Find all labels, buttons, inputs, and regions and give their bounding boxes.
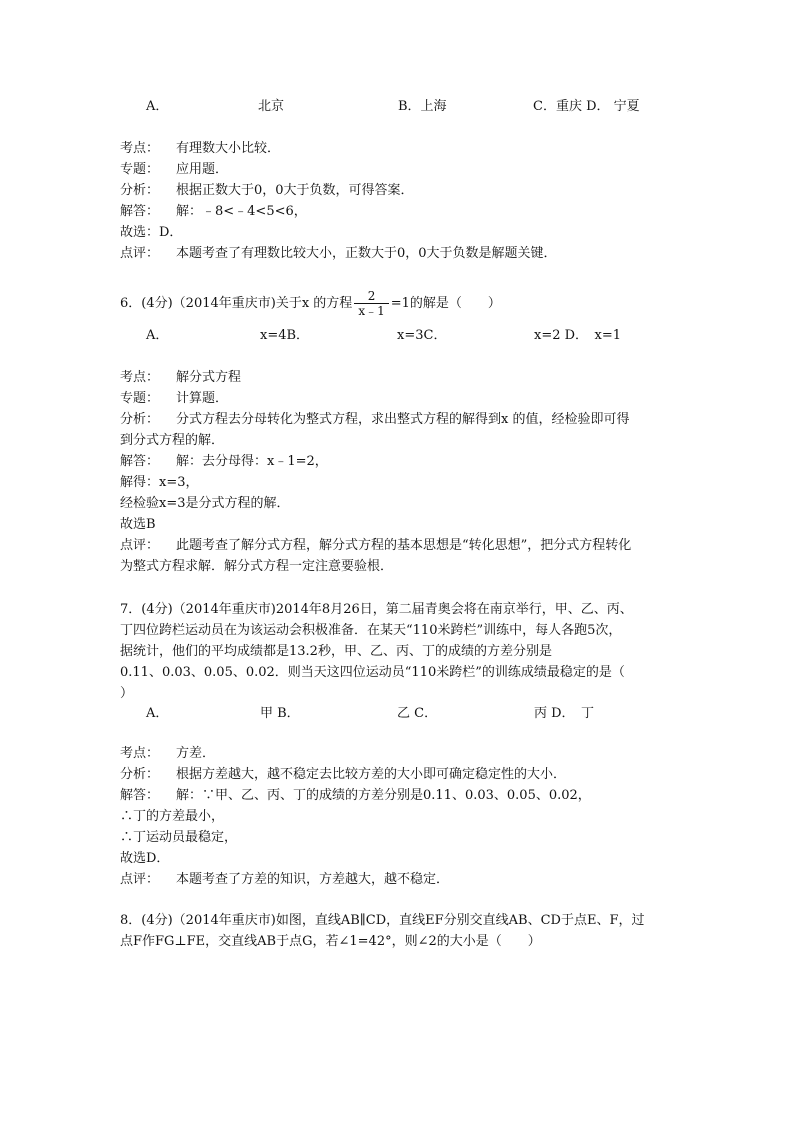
zhuanti-label: 专题： — [120, 162, 160, 177]
q5-option-cd: C．重庆 D． 宁夏 — [533, 99, 640, 114]
q5-kaodian: 考点： 有理数大小比较． — [120, 141, 281, 156]
q6-option-c: x=3C． — [397, 328, 447, 343]
kaodian-label: 考点： — [120, 746, 160, 761]
q6-option-b: x=4B． — [260, 328, 310, 343]
q7-jieda-step3: ∴丁运动员最稳定， — [120, 830, 238, 845]
q7-stem-line2: 丁四位跨栏运动员在为该运动会积极准备．在某天“110米跨栏”训练中，每人各跑5次， — [120, 623, 622, 638]
dianping-label: 点评： — [120, 246, 160, 261]
q6-fenxi: 分析： 分式方程去分母转化为整式方程，求出整式方程的解得到x 的值，经检验即可得 — [120, 412, 630, 427]
q7-stem-line5: ） — [120, 686, 134, 701]
jieda-label: 解答： — [120, 204, 160, 219]
q6-fenxi-cont: 到分式方程的解． — [120, 433, 225, 448]
q6-jieda: 解答： 解：去分母得：x﹣1=2， — [120, 454, 328, 469]
q6-guxuan: 故选B — [120, 517, 156, 532]
q5-dianping: 点评： 本题考查了有理数比较大小，正数大于0，0大于负数是解题关键． — [120, 246, 557, 261]
jieda-label: 解答： — [120, 454, 160, 469]
q5-zhuanti: 专题： 应用题． — [120, 162, 229, 177]
q6-zhuanti: 专题： 计算题． — [120, 391, 229, 406]
q7-stem-line3: 据统计，他们的平均成绩都是13.2秒，甲、乙、丙、丁的成绩的方差分别是 — [120, 644, 552, 659]
q5-jieda: 解答： 解：﹣8<﹣4<5<6， — [120, 204, 307, 219]
q5-option-b: B．上海 — [398, 99, 447, 114]
q7-guxuan: 故选D． — [120, 851, 170, 866]
q5-guxuan: 故选：D． — [120, 225, 183, 240]
kaodian-label: 考点： — [120, 141, 160, 156]
q7-option-c: 乙 C． — [397, 706, 438, 721]
q5-fenxi: 分析： 根据正数大于0，0大于负数，可得答案． — [120, 183, 414, 198]
q7-stem-line1: 7．(4分)（2014年重庆市)2014年8月26日，第二届青奥会将在南京举行，甲、乙、丙、 — [120, 602, 633, 617]
zhuanti-label: 专题： — [120, 391, 160, 406]
q7-option-b: 甲 B． — [260, 706, 300, 721]
fenxi-label: 分析： — [120, 183, 160, 198]
fenxi-label: 分析： — [120, 767, 160, 782]
fenxi-label: 分析： — [120, 412, 160, 427]
q7-option-a: A． — [146, 706, 169, 721]
q5-option-a-letter: A． — [146, 99, 169, 114]
q6-stem: 6．(4分)（2014年重庆市)关于x 的方程 $\frac{2}{x﹣1}$ =1的解是（ ） — [120, 289, 501, 318]
q6-option-d: x=2 D． x=1 — [534, 328, 622, 343]
q6-jieda-step3: 经检验x=3是分式方程的解． — [120, 496, 290, 511]
dianping-label: 点评： — [120, 538, 160, 553]
q7-stem-line4: 0.11、0.03、0.05、0.02．则当天这四位运动员“110米跨栏”的训练成绩最稳定的是（ — [120, 665, 625, 680]
q6-dianping: 点评： 此题考查了解分式方程，解分式方程的基本思想是“转化思想”，把分式方程转化 — [120, 538, 632, 553]
q7-jieda: 解答： 解：∵甲、乙、丙、丁的成绩的方差分别是0.11、0.03、0.05、0.02， — [120, 788, 591, 803]
kaodian-label: 考点： — [120, 370, 160, 385]
q8-stem-line2: 点F作FG⊥FE，交直线AB于点G，若∠1=42°，则∠2的大小是（ ） — [120, 934, 541, 949]
jieda-label: 解答： — [120, 788, 160, 803]
dianping-label: 点评： — [120, 872, 160, 887]
q7-fenxi: 分析： 根据方差越大，越不稳定去比较方差的大小即可确定稳定性的大小． — [120, 767, 567, 782]
q8-stem-line1: 8．(4分)（2014年重庆市)如图，直线AB∥CD，直线EF分别交直线AB、CD于点E、F，过 — [120, 913, 645, 928]
q7-option-d: 丙 D． 丁 — [534, 706, 595, 721]
q6-fraction: $\frac{2}{x﹣1}$ — [354, 289, 388, 318]
q5-option-a-text: 北京 — [258, 99, 285, 114]
q7-dianping: 点评： 本题考查了方差的知识，方差越大，越不稳定． — [120, 872, 450, 887]
q7-kaodian: 考点： 方差． — [120, 746, 216, 761]
q7-jieda-step2: ∴丁的方差最小， — [120, 809, 225, 824]
q6-jieda-step2: 解得：x=3， — [120, 475, 199, 490]
q6-dianping-cont: 为整式方程求解．解分式方程一定注意要验根． — [120, 559, 394, 574]
q6-kaodian: 考点： 解分式方程 — [120, 370, 242, 385]
q6-option-a: A． — [146, 328, 169, 343]
